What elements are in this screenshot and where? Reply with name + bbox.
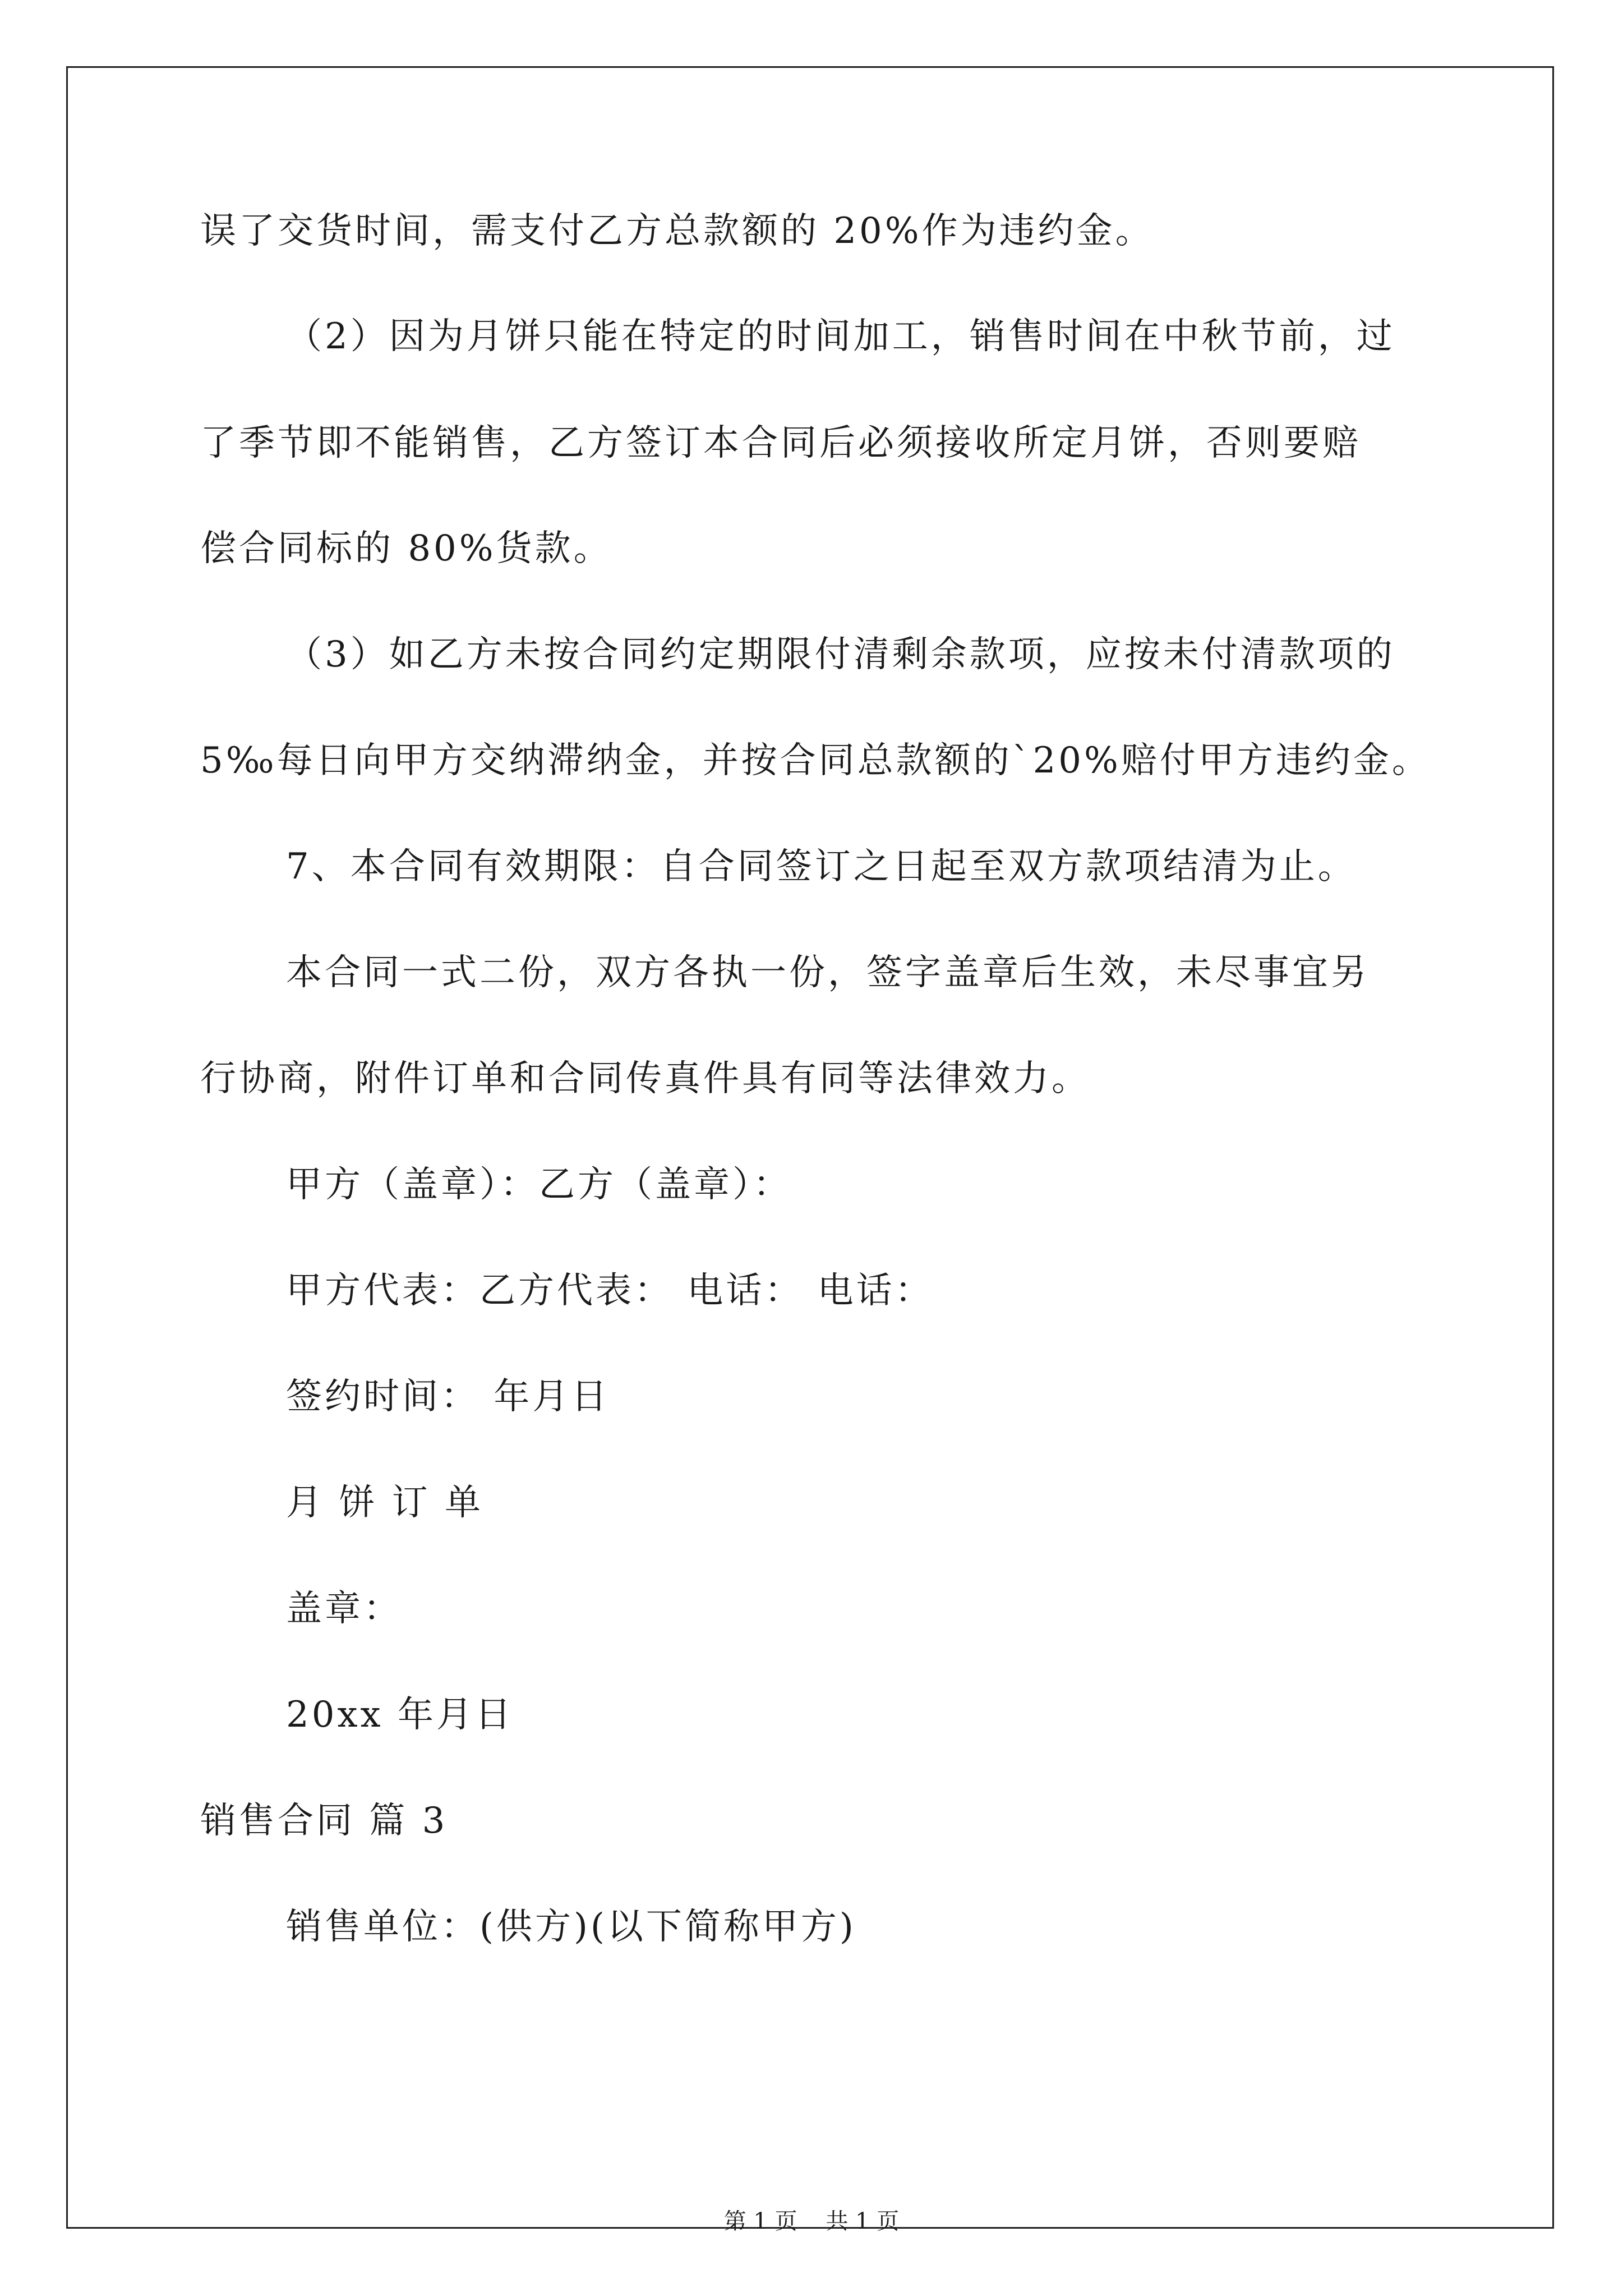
paragraph-line: 误了交货时间，需支付乙方总款额的 20%作为违约金。	[200, 210, 1154, 252]
paragraph-line: 了季节即不能销售，乙方签订本合同后必须接收所定月饼，否则要赔	[200, 422, 1361, 464]
date-line: 20xx 年月日	[286, 1694, 514, 1736]
paragraph-line: （2）因为月饼只能在特定的时间加工，销售时间在中秋节前，过	[286, 316, 1395, 357]
paragraph-line: 行协商，附件订单和合同传真件具有同等法律效力。	[200, 1058, 1090, 1099]
signature-line: 甲方（盖章）：乙方（盖章）：	[286, 1164, 792, 1205]
signature-line: 甲方代表：乙方代表： 电话： 电话：	[286, 1270, 934, 1312]
paragraph-line: 销售单位：(供方)(以下简称甲方)	[286, 1906, 856, 1948]
paragraph-line: 本合同一式二份，双方各执一份，签字盖章后生效，未尽事宜另	[286, 952, 1370, 993]
section-heading: 销售合同 篇 3	[200, 1800, 448, 1842]
section-heading: 月 饼 订 单	[286, 1482, 484, 1524]
signature-line: 盖章：	[286, 1588, 402, 1630]
paragraph-line: 7、本合同有效期限：自合同签订之日起至双方款项结清为止。	[286, 846, 1357, 887]
signature-line: 签约时间： 年月日	[286, 1376, 610, 1418]
paragraph-line: 5‰每日向甲方交纳滞纳金，并按合同总款额的`20%赔付甲方违约金。	[200, 740, 1431, 781]
paragraph-line: （3）如乙方未按合同约定期限付清剩余款项，应按未付清款项的	[286, 634, 1395, 675]
page-number-footer: 第 1 页 共 1 页	[723, 2208, 900, 2234]
paragraph-line: 偿合同标的 80%货款。	[200, 528, 612, 569]
